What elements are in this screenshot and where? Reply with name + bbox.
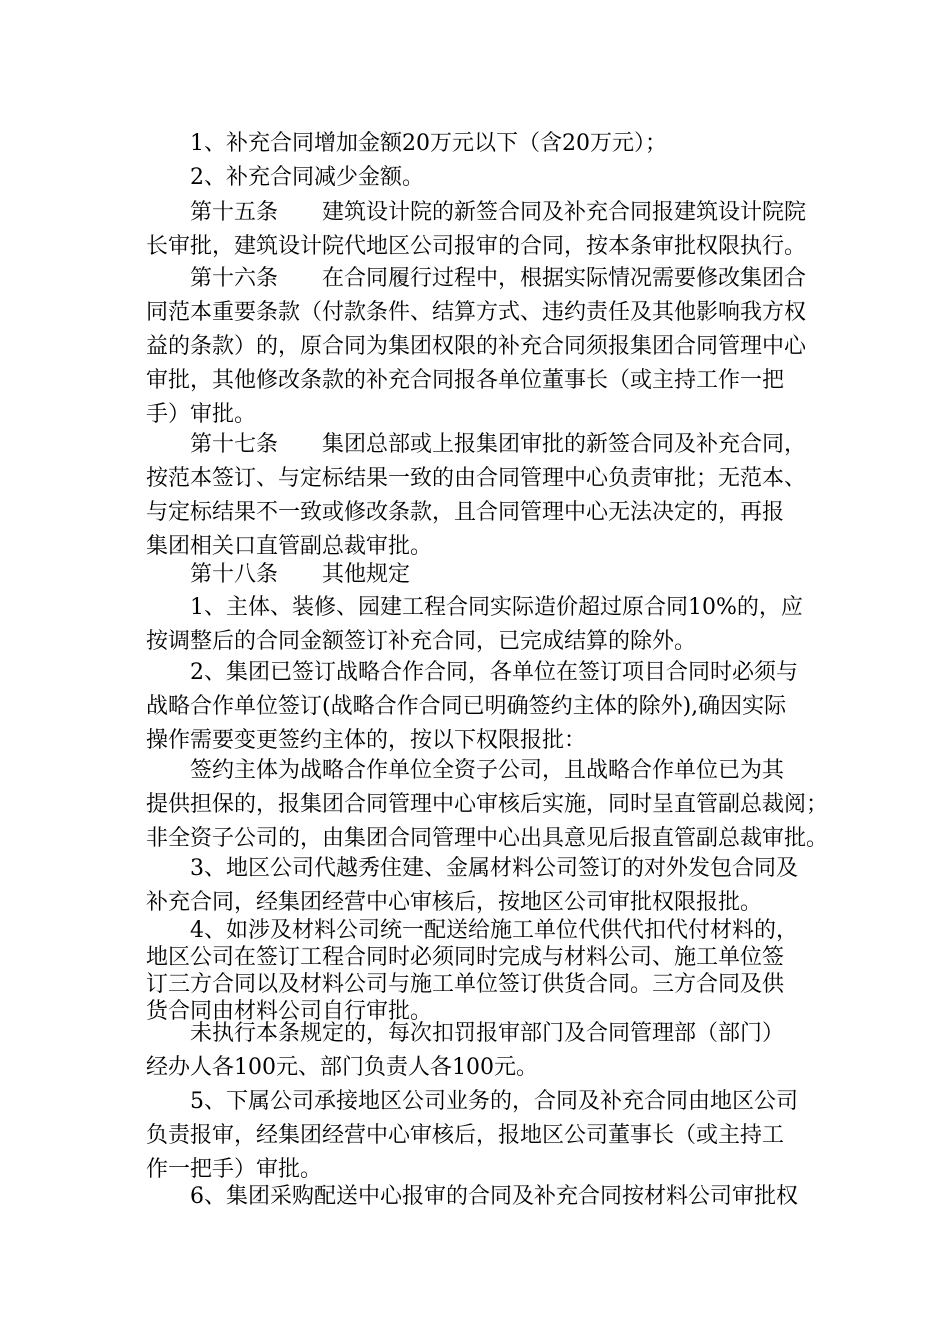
- text-line: 战略合作单位签订(战略合作合同已明确签约主体的除外),确因实际: [146, 694, 787, 719]
- article-15: [146, 196, 806, 264]
- article-16: [146, 262, 806, 432]
- text-line: 订三方合同以及材料公司与施工单位签订供货合同。三方合同及供: [146, 972, 785, 997]
- text-line: 第十八条 其他规定: [146, 562, 411, 587]
- article-18-item-6: [146, 1180, 806, 1214]
- penalty-paragraph: [146, 1017, 806, 1085]
- text-line: 签约主体为战略合作单位全资子公司，且战略合作单位已为其: [146, 758, 785, 783]
- text-line: 未执行本条规定的，每次扣罚报审部门及合同管理部（部门）: [146, 1021, 785, 1046]
- article-18-item-4: [146, 917, 806, 1025]
- article-18-item-5: [146, 1085, 806, 1187]
- text-line: 手）审批。: [146, 402, 257, 427]
- paragraph-1: [146, 127, 806, 161]
- article-17: [146, 428, 806, 564]
- text-line: 第十七条 集团总部或上报集团审批的新签合同及补充合同，: [146, 432, 807, 457]
- text-line: 3、地区公司代越秀住建、金属材料公司签订的对外发包合同及: [146, 856, 798, 881]
- text-line: 集团相关口直管副总裁审批。: [146, 534, 433, 559]
- text-line: 非全资子公司的，由集团合同管理中心出具意见后报直管副总裁审批。: [146, 826, 829, 851]
- text-line: 补充合同，经集团经营中心审核后，按地区公司审批权限报批。: [146, 890, 763, 915]
- text-line: 地区公司在签订工程合同时必须同时完成与材料公司、施工单位签: [146, 945, 785, 970]
- text-line: 1、补充合同增加金额20万元以下（含20万元）；: [146, 131, 667, 156]
- text-line: 按调整后的合同金额签订补充合同，已完成结算的除外。: [146, 629, 697, 654]
- text-line: 长审批，建筑设计院代地区公司报审的合同，按本条审批权限执行。: [146, 234, 807, 259]
- text-line: 1、主体、装修、园建工程合同实际造价超过原合同10%的，应: [146, 595, 803, 620]
- text-line: 负责报审，经集团经营中心审核后，报地区公司董事长（或主持工: [146, 1123, 785, 1148]
- text-line: 第十六条 在合同履行过程中，根据实际情况需要修改集团合: [146, 266, 807, 291]
- paragraph-2: [146, 161, 806, 195]
- text-line: 益的条款）的，原合同为集团权限的补充合同须报集团合同管理中心: [146, 334, 807, 359]
- text-line: 同范本重要条款（付款条件、结算方式、违约责任及其他影响我方权: [146, 300, 807, 325]
- article-18-item-1: [146, 591, 806, 659]
- text-line: 审批，其他修改条款的补充合同报各单位董事长（或主持工作一把: [146, 368, 785, 393]
- text-line: 2、补充合同减少金额。: [146, 165, 424, 190]
- text-line: 按范本签订、与定标结果一致的由合同管理中心负责审批；无范本、: [146, 466, 807, 491]
- text-line: 4、如涉及材料公司统一配送给施工单位代供代扣代付材料的，: [146, 918, 798, 943]
- article-18-item-3: [146, 852, 806, 920]
- signing-subject-paragraph: [146, 754, 829, 856]
- article-18-item-2: [146, 656, 806, 758]
- text-line: 5、下属公司承接地区公司业务的，合同及补充合同由地区公司: [146, 1089, 798, 1114]
- text-line: 货合同由材料公司自行审批。: [146, 999, 433, 1024]
- text-line: 操作需要变更签约主体的，按以下权限报批：: [146, 728, 587, 753]
- text-line: 作一把手）审批。: [146, 1157, 323, 1182]
- text-line: 与定标结果不一致或修改条款，且合同管理中心无法决定的，再报: [146, 500, 785, 525]
- text-line: 经办人各100元、部门负责人各100元。: [146, 1055, 538, 1080]
- text-line: 2、集团已签订战略合作合同，各单位在签订项目合同时必须与: [146, 660, 798, 685]
- text-line: 提供担保的，报集团合同管理中心审核后实施，同时呈直管副总裁阅；: [146, 792, 829, 817]
- article-18-heading: [146, 558, 806, 592]
- text-line: 6、集团采购配送中心报审的合同及补充合同按材料公司审批权: [146, 1184, 798, 1209]
- text-line: 第十五条 建筑设计院的新签合同及补充合同报建筑设计院院: [146, 200, 807, 225]
